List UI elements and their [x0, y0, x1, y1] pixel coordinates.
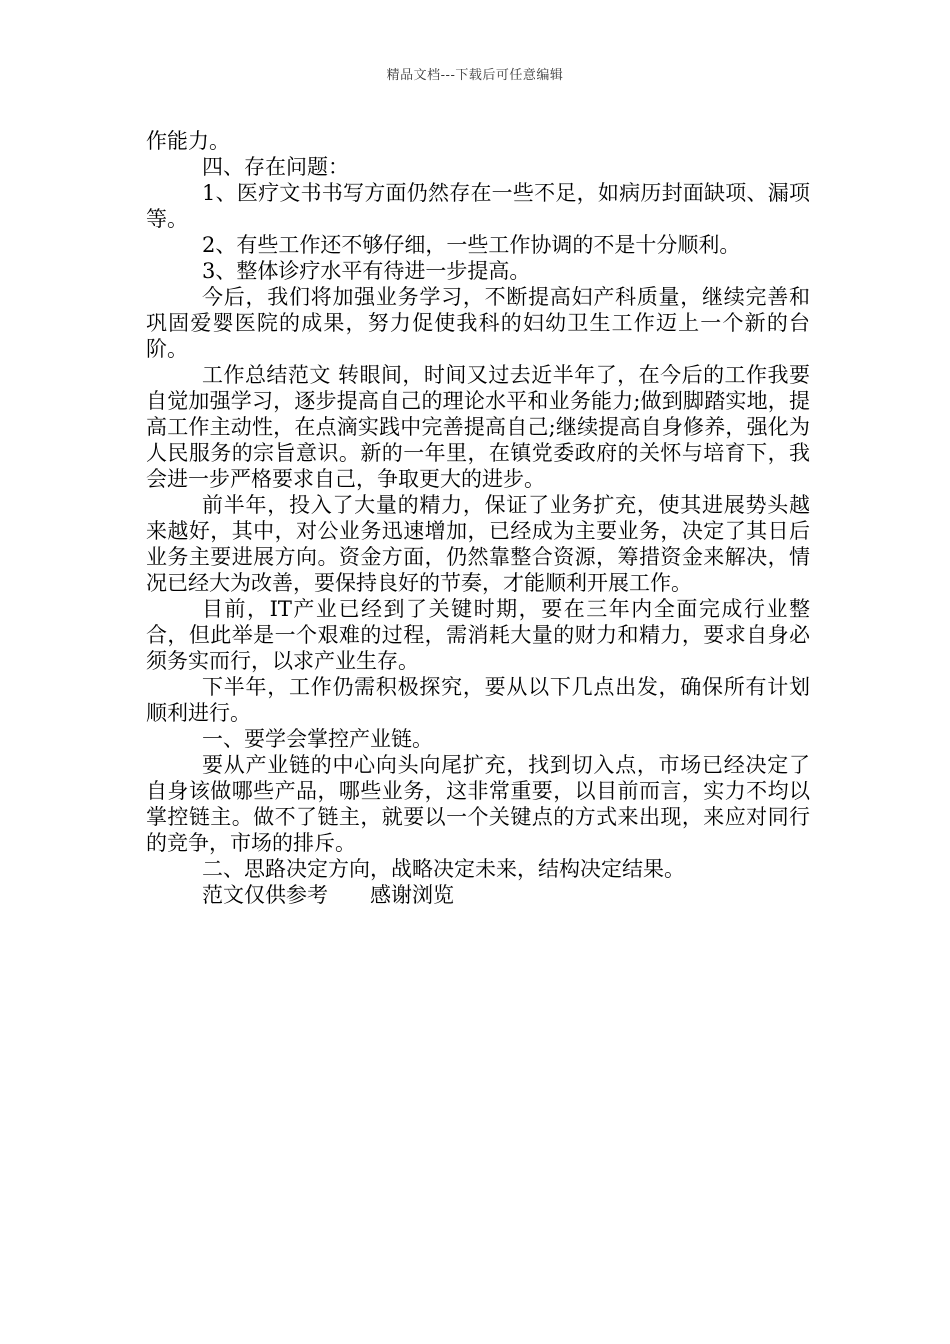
section-heading-problems: 四、存在问题： — [202, 155, 349, 179]
closing-note: 范文仅供参考 感谢浏览 — [202, 883, 454, 907]
page-header: 精品文档---下载后可任意编辑 — [386, 68, 564, 83]
paragraph-first-half: 前半年，投入了大量的精力，保证了业务扩充，使其进展势头越来越好，其中，对公业务迅速增加，已经成为主要业务，决定了其日后业务主要进展方向。资金方面，仍然靠整合资源，筹措资金来解决，情况已经大为改善，要保持良好的节奏，才能顺利开展工作。 — [146, 493, 810, 595]
paragraph-industry-chain: 要从产业链的中心向头向尾扩充，找到切入点，市场已经决定了自身该做哪些产品，哪些业务，这非常重要，以目前而言，实力不均以掌控链主。做不了链主，就要以一个关键点的方式来出现，来应对同行的竞争，市场的排斥。 — [146, 753, 810, 855]
problem-item-3: 3、整体诊疗水平有待进一步提高。 — [202, 259, 531, 283]
problem-item-2: 2、有些工作还不够仔细，一些工作协调的不是十分顺利。 — [202, 233, 741, 257]
paragraph-future-plan: 今后，我们将加强业务学习，不断提高妇产科质量，继续完善和巩固爱婴医院的成果，努力促使我科的妇幼卫生工作迈上一个新的台阶。 — [146, 285, 810, 361]
problem-item-1: 1、医疗文书书写方面仍然存在一些不足，如病历封面缺项、漏项等。 — [146, 181, 810, 231]
paragraph-continuation: 作能力。 — [146, 129, 230, 153]
paragraph-work-summary: 工作总结范文 转眼间，时间又过去近半年了，在今后的工作我要自觉加强学习，逐步提高自己的理论水平和业务能力;做到脚踏实地，提高工作主动性，在点滴实践中完善提高自己;继续提高自身修养，强化为人民服务的宗旨意识。新的一年里，在镇党委政府的关怀与培育下，我会进一步严格要求自己，争取更大的进步。 — [146, 363, 810, 491]
section-heading-strategy: 二、思路决定方向，战略决定未来，结构决定结果。 — [202, 857, 685, 881]
paragraph-it-industry: 目前，IT产业已经到了关键时期，要在三年内全面完成行业整合，但此举是一个艰难的过程，需消耗大量的财力和精力，要求自身必须务实而行，以求产业生存。 — [146, 597, 810, 673]
section-heading-industry-chain: 一、要学会掌控产业链。 — [202, 727, 433, 751]
paragraph-second-half: 下半年，工作仍需积极探究，要从以下几点出发，确保所有计划顺利进行。 — [146, 675, 810, 725]
document-body — [146, 128, 810, 908]
